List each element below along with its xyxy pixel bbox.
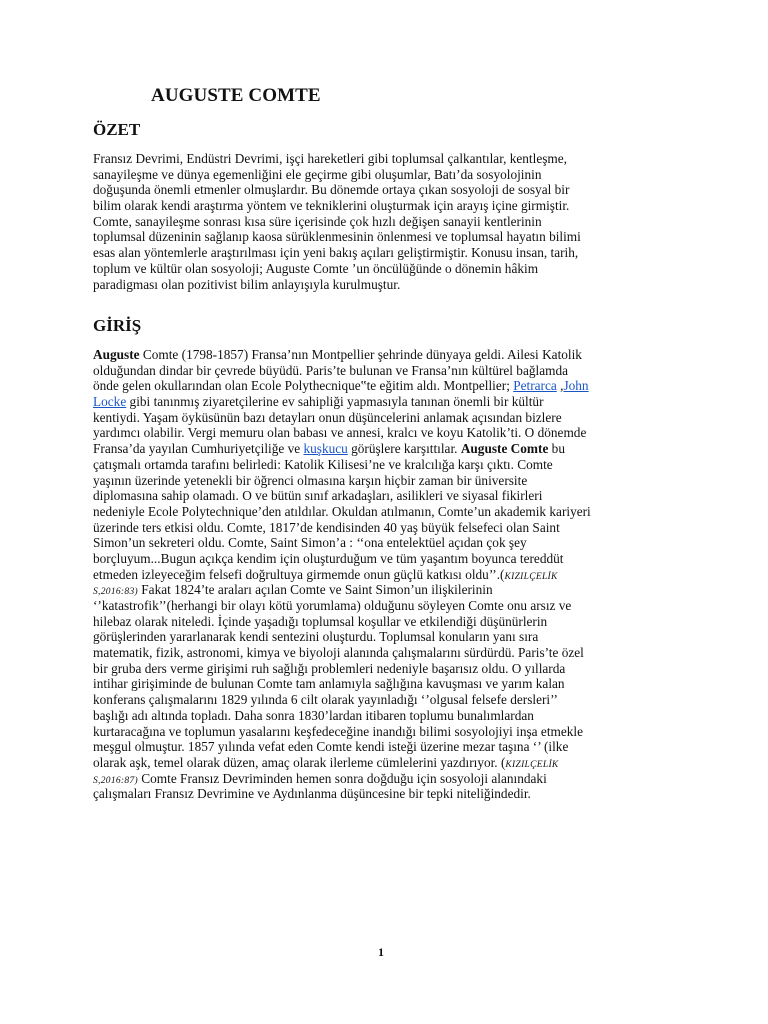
- text-line: [93, 347, 683, 363]
- text-line: toplumsal düzeninin sağlanıp kaosa sürüklenmesinin önlenmesi ve toplumsal hayatın bilimi: [93, 229, 581, 245]
- text-segment: Comte Fransız Devriminden hemen sonra doğduğu için sosyoloji alanındaki: [137, 770, 547, 786]
- text-segment: Fransa’da yayılan Cumhuriyetçiliğe ve: [93, 441, 304, 457]
- text-line: başlığı adı altında topladı. Daha sonra 1830’lardan itibaren toplumu bunalımlardan: [93, 707, 534, 723]
- heading-ozet: ÖZET: [93, 120, 141, 139]
- text-line: hilebaz olarak niteledi. İçinde yaşadığı toplumsal koşullar ve etkilendiği düşünürlerin: [93, 613, 548, 629]
- text-line: paradigması olan pozitivist bilim anlayışıyla kurulmuştur.: [93, 276, 401, 292]
- bold-name: Auguste: [93, 347, 140, 362]
- text-line: doğuşunda önemli etmenler olmuşlardır. Bu dönemde ortaya çıkan sosyoloji de sosyal bir: [93, 182, 570, 198]
- text-line: [93, 441, 683, 457]
- text-line: görüşlerinden yararlanarak kendi sentezini oluşturdu. Toplumsal konuların yanı sıra: [93, 629, 539, 645]
- bold-name: Auguste Comte: [460, 441, 549, 457]
- paragraph-ozet: [93, 151, 683, 292]
- text-line: toplum ve kültür olan sosyoloji; Auguste Comte ’un öncülüğünde o dönemin hâkim: [93, 260, 539, 276]
- text-line: [93, 567, 683, 583]
- text-line: matematik, fizik, astronomi, kimya ve biyoloji alanında çalışmalarını sürdürdü. Paris’te özel: [93, 645, 584, 661]
- paragraph-giris: [93, 347, 683, 802]
- text-segment: bu: [548, 441, 565, 457]
- text-segment: önde gelen okullarından olan Ecole Polythecnique‟te eğitim aldı. Montpellier;: [93, 378, 514, 394]
- text-line: Simon’un sekreteri oldu. Comte, Saint Simon’a : ‘‘ona entelektüel açıdan çok şey: [93, 535, 527, 551]
- text-segment: etmeden izleyeceğim felsefi doğrultuya girmemde onun güçlü katkısı oldu’’.(: [93, 566, 505, 582]
- text-line: ‘’katastrofik’’(herhangi bir olayı kötü yorumlama) olduğunu söyleyen Comte onu arsız ve: [93, 598, 572, 613]
- text-segment: gibi tanınmış ziyaretçilerine ev sahipliği yapmasıyla tanınan önemli bir kültür: [126, 394, 544, 410]
- text-line: intihar girişiminde de bulunan Comte tam anlamıyla sağlığına kavuşması ve yarım kalan: [93, 676, 565, 692]
- text-line: [93, 582, 683, 598]
- text-line: olduğundan dindar bir çevrede büyüdü. Paris’te bulunan ve Fransa’nın kültürel bağlamda: [93, 362, 568, 378]
- citation: KIZILÇELİK: [505, 759, 559, 770]
- text-line: yaşının üzerinde yetenekli bir öğrenci olmasına karşın hiçbir zaman bir üniversite: [93, 472, 528, 488]
- text-line: yardımcı olabilir. Vergi memuru olan babası ve annesi, kralcı ve koyu Katolik’ti. O dönemde: [93, 425, 587, 441]
- text-line: çatışmalı ortamda tarafını belirledi: Katolik Kilisesi’ne ve kralcılığa karşı çıktı. Comte: [93, 456, 553, 472]
- text-line: meşgul olmuştur. 1857 yılında vefat eden Comte kendi isteği üzerine mezar taşına ‘’ (ilke: [93, 739, 569, 755]
- text-line: [93, 755, 683, 771]
- link-john-locke-cont[interactable]: Locke: [93, 394, 127, 410]
- text-line: Comte, sanayileşme sonrası kısa süre içerisinde çok hızlı değişen sanayii kentlerinin: [93, 213, 542, 229]
- text-segment: Fakat 1824’te araları açılan Comte ve Saint Simon’un ilişkilerinin: [137, 582, 493, 598]
- text-line: konferans çalışmalarını 1829 yılında 6 cilt olarak yayınladığı ‘’olgusal felsefe dersleri’’: [93, 692, 558, 708]
- text-segment: olarak aşk, temel olarak düzen, amaç olarak ilerleme cümlelerini yazdırıyor. (: [93, 754, 506, 770]
- text-line: [93, 394, 683, 410]
- citation: KIZILÇELİK: [504, 571, 558, 582]
- text-line: sanayileşme ve dünya egemenliğini ele geçirme gibi oluşumlar, Batı’da sosyolojinin: [93, 166, 542, 182]
- text-line: bilim olarak kendi araştırma yöntem ve tekniklerini oluşturmak için arayış içine girmiştir.: [93, 198, 570, 214]
- heading-giris: GİRİŞ: [93, 316, 142, 335]
- text-line: kentiydi. Yaşam öyküsünün bazı detayları onun düşüncelerini anlamak açısından bizlere: [93, 409, 562, 425]
- text-line: üzerinde ters etkisi oldu. Comte, 1817’de kendisinden 40 yaş büyük felsefeci olan Saint: [93, 519, 560, 535]
- text-line: diplomasına sahip olamadı. O ve bütün sınıf arkadaşları, asilikleri ve siyasal fikirleri: [93, 488, 543, 504]
- text-segment: görüşlere karşıttılar.: [347, 441, 461, 457]
- text-line: çalışmaları Fransız Devrimine ve Aydınlanma düşüncesine bir tepki niteliğindedir.: [93, 786, 531, 802]
- text-line: bir gruba ders verme girişimi ruh sağlığı problemleri nedeniyle başarısız oldu. O yıllarda: [93, 660, 566, 676]
- citation: S,2016:87): [93, 775, 138, 786]
- document-title: AUGUSTE COMTE: [151, 85, 321, 106]
- page-number: 1: [378, 945, 384, 959]
- text-line: esas alan yöntemlerle araştırılması için yeni bakış açıları geliştirmiştir. Konusu insan, tarih,: [93, 245, 579, 261]
- text-segment: ,: [556, 378, 564, 394]
- text-line: kurtaracağına ve toplumun yasalarını keşfedeceğine inandığı bilimi sosyolojiyi inşa etmekle: [93, 723, 583, 739]
- text-line: Fransız Devrimi, Endüstri Devrimi, işçi hareketleri gibi toplumsal çalkantılar, kentleşme,: [93, 151, 567, 166]
- text-line: borçluyum...Bugun açıkça kendim için oluşturduğum ve tüm yaşantım boyunca tereddüt: [93, 550, 564, 566]
- link-john-locke[interactable]: John: [563, 378, 589, 394]
- citation: S,2016:83): [93, 587, 138, 598]
- text-line: nedeniyle Ecole Polytechnique’den atıldılar. Okuldan atılmanın, Comte’un akademik kariyeri: [93, 503, 591, 519]
- text-segment: Comte (1798-1857) Fransa’nın Montpellier şehrinde dünyaya geldi. Ailesi Katolik: [139, 347, 582, 362]
- link-kuskucu[interactable]: kuşkucu: [303, 441, 348, 457]
- link-petrarca[interactable]: Petrarca: [513, 378, 557, 394]
- text-line: [93, 771, 683, 787]
- text-line: [93, 378, 683, 394]
